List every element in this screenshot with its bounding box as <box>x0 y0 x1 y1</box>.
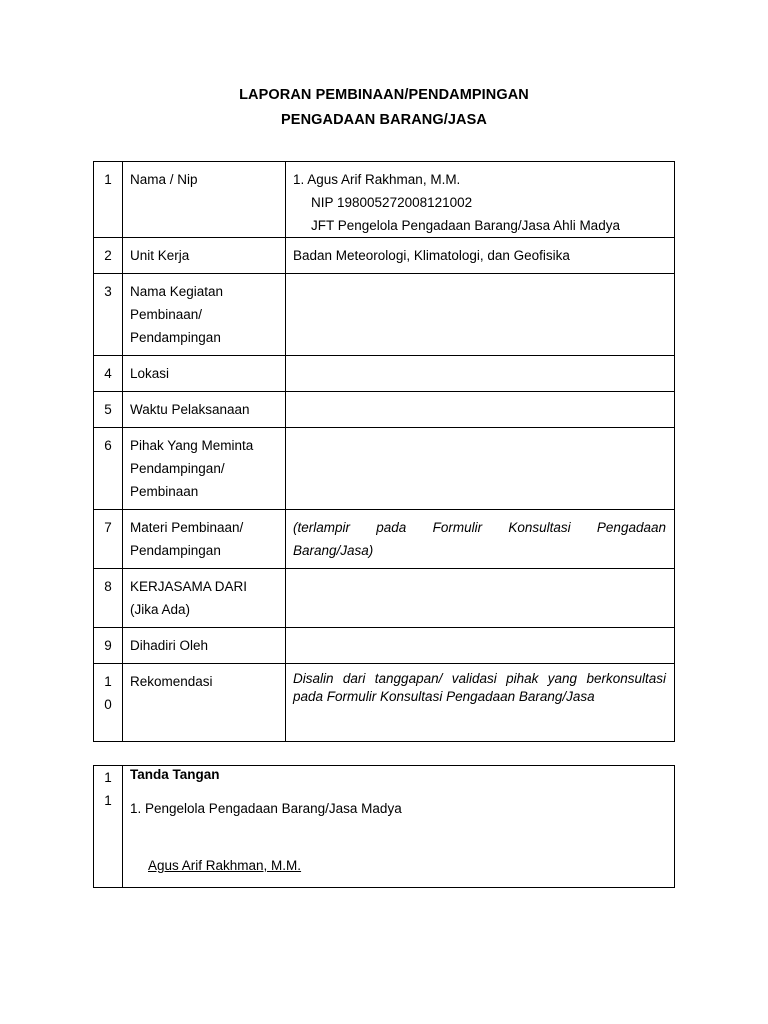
value-line: Disalin dari tanggapan/ validasi pihak yang berkonsultasi <box>293 671 666 686</box>
row-value <box>286 510 675 569</box>
value-line: (terlampir pada Formulir Konsultasi Pengadaan <box>293 520 666 535</box>
table-row <box>94 162 675 238</box>
row-value <box>286 569 675 628</box>
row-number: 8 <box>94 569 123 628</box>
label-line: Nama Kegiatan <box>130 284 224 299</box>
row-label <box>123 510 286 569</box>
row-label <box>123 274 286 356</box>
row-number: 6 <box>94 428 123 510</box>
table-row <box>94 569 675 628</box>
table-row <box>94 628 675 664</box>
row-number: 5 <box>94 392 123 428</box>
nip-value: NIP 198005272008121002 <box>311 195 473 210</box>
row-label: Waktu Pelaksanaan <box>123 392 286 428</box>
row-value <box>286 628 675 664</box>
row-number: 1 <box>94 162 123 238</box>
signature-role: 1. Pengelola Pengadaan Barang/Jasa Madya <box>130 801 402 816</box>
table-row <box>94 428 675 510</box>
signature-heading: Tanda Tangan <box>130 767 220 782</box>
number-digit: 1 <box>104 793 112 808</box>
row-value <box>286 428 675 510</box>
label-line: Pendampingan <box>130 543 221 558</box>
label-line: Pendampingan/ <box>130 461 225 476</box>
number-digit: 1 <box>104 674 112 689</box>
number-digit: 1 <box>104 770 112 785</box>
row-label: Rekomendasi <box>123 664 286 742</box>
row-label: Lokasi <box>123 356 286 392</box>
label-line: Pendampingan <box>130 330 221 345</box>
row-number: 4 <box>94 356 123 392</box>
row-value <box>286 664 675 742</box>
row-label: Dihadiri Oleh <box>123 628 286 664</box>
row-value <box>286 274 675 356</box>
table-row <box>94 238 675 274</box>
name-value: 1. Agus Arif Rakhman, M.M. <box>293 172 461 187</box>
table-row <box>94 766 675 888</box>
row-number: 7 <box>94 510 123 569</box>
table-row <box>94 392 675 428</box>
row-number <box>94 766 123 888</box>
document-title: LAPORAN PEMBINAAN/PENDAMPINGAN <box>239 87 529 103</box>
table-row <box>94 356 675 392</box>
table-row <box>94 510 675 569</box>
row-value <box>286 356 675 392</box>
signature-cell <box>123 766 675 888</box>
row-label: Unit Kerja <box>123 238 286 274</box>
position-value: JFT Pengelola Pengadaan Barang/Jasa Ahli Madya <box>311 218 620 233</box>
row-value <box>286 162 675 238</box>
document-subtitle: PENGADAAN BARANG/JASA <box>281 112 487 128</box>
report-table <box>93 161 675 742</box>
row-number: 9 <box>94 628 123 664</box>
label-line: Pembinaan <box>130 484 199 499</box>
row-label <box>123 428 286 510</box>
value-line: Barang/Jasa) <box>293 543 374 558</box>
signature-name: Agus Arif Rakhman, M.M. <box>148 858 302 873</box>
label-line: Pihak Yang Meminta <box>130 438 254 453</box>
value-line: pada Formulir Konsultasi Pengadaan Barang/Jasa <box>293 689 595 704</box>
label-line: (Jika Ada) <box>130 602 191 617</box>
table-row <box>94 274 675 356</box>
row-number <box>94 664 123 742</box>
label-line: KERJASAMA DARI <box>130 579 248 594</box>
row-label: Nama / Nip <box>123 162 286 238</box>
number-digit: 0 <box>104 697 112 712</box>
label-line: Pembinaan/ <box>130 307 203 322</box>
row-value <box>286 392 675 428</box>
row-number: 3 <box>94 274 123 356</box>
label-line: Materi Pembinaan/ <box>130 520 244 535</box>
signature-table <box>93 765 675 888</box>
row-value: Badan Meteorologi, Klimatologi, dan Geofisika <box>286 238 675 274</box>
row-number: 2 <box>94 238 123 274</box>
row-label <box>123 569 286 628</box>
table-row <box>94 664 675 742</box>
